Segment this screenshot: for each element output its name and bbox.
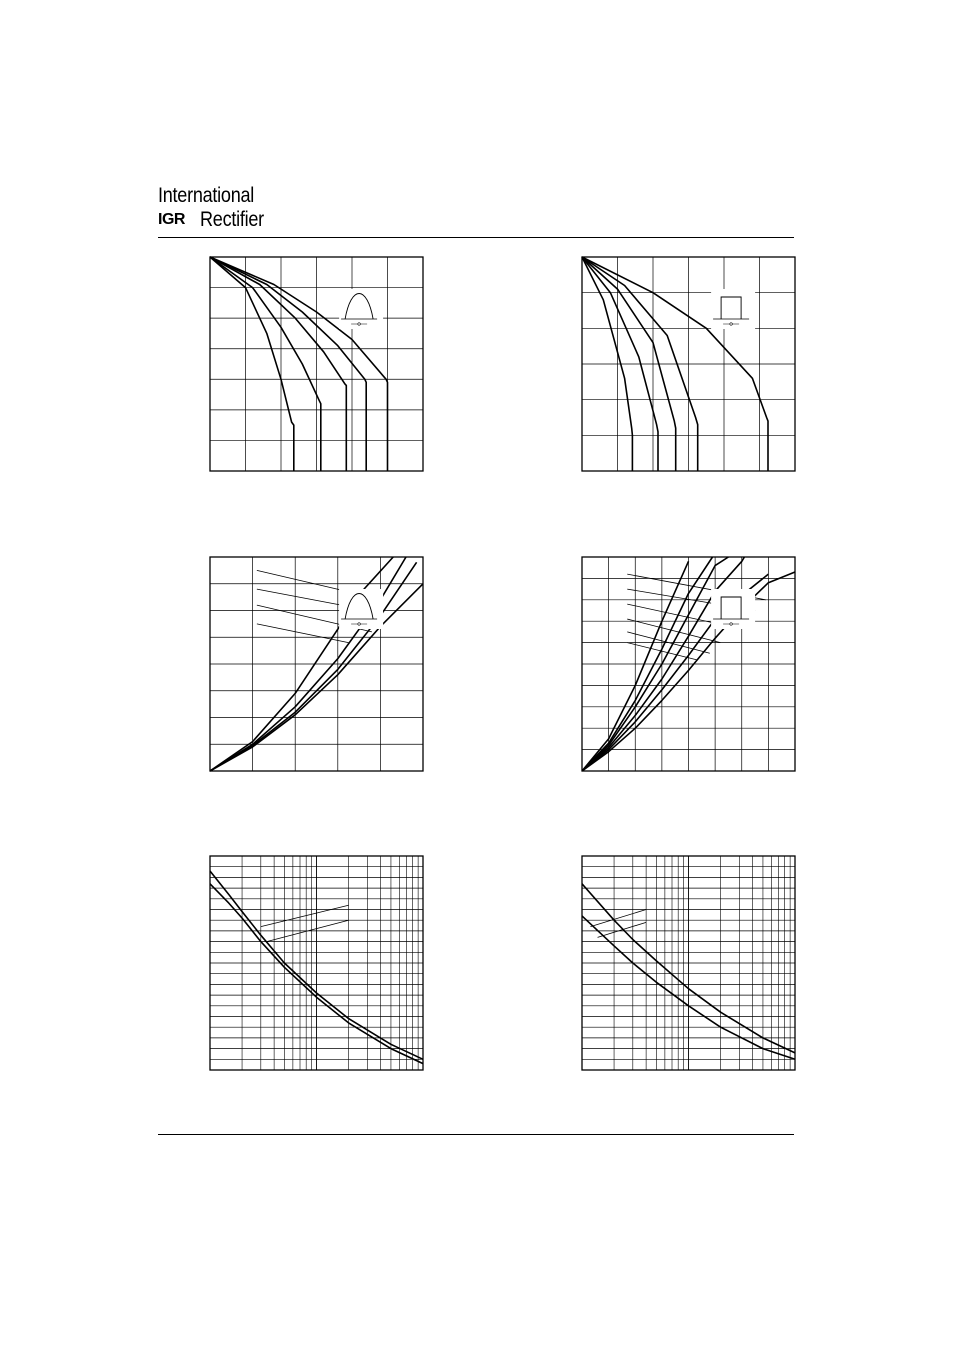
chart-3 [210, 557, 423, 771]
company-name-line1: International [158, 184, 255, 207]
annotation-pointer [257, 570, 349, 591]
chart-2 [582, 257, 795, 471]
annotation-pointer [627, 604, 726, 625]
chart-6-plot [582, 856, 795, 1070]
annotation-pointer [598, 922, 647, 937]
inset-background [711, 589, 755, 629]
square-waveform-icon [711, 589, 755, 629]
inset-background [339, 589, 383, 629]
chart-6 [582, 856, 795, 1070]
chart-1 [210, 257, 423, 471]
company-logo [158, 184, 288, 236]
series-line-c4 [210, 584, 423, 771]
header-rule [158, 237, 794, 238]
chart-3-plot [210, 557, 423, 771]
chart-4 [582, 557, 795, 771]
sine-waveform-icon [339, 289, 383, 329]
chart-2-plot [582, 257, 795, 471]
chart-4-plot [582, 557, 795, 771]
chart-1-plot [210, 257, 423, 471]
company-name-line2: Rectifier [200, 208, 264, 231]
chart-5-plot [210, 856, 423, 1070]
inset-background [711, 289, 755, 329]
logo-mark: IGR [158, 211, 185, 228]
series-line-c3 [210, 257, 346, 471]
square-waveform-icon [711, 289, 755, 329]
sine-waveform-icon [339, 589, 383, 629]
chart-5 [210, 856, 423, 1070]
footer-rule [158, 1134, 794, 1135]
inset-background [339, 289, 383, 329]
